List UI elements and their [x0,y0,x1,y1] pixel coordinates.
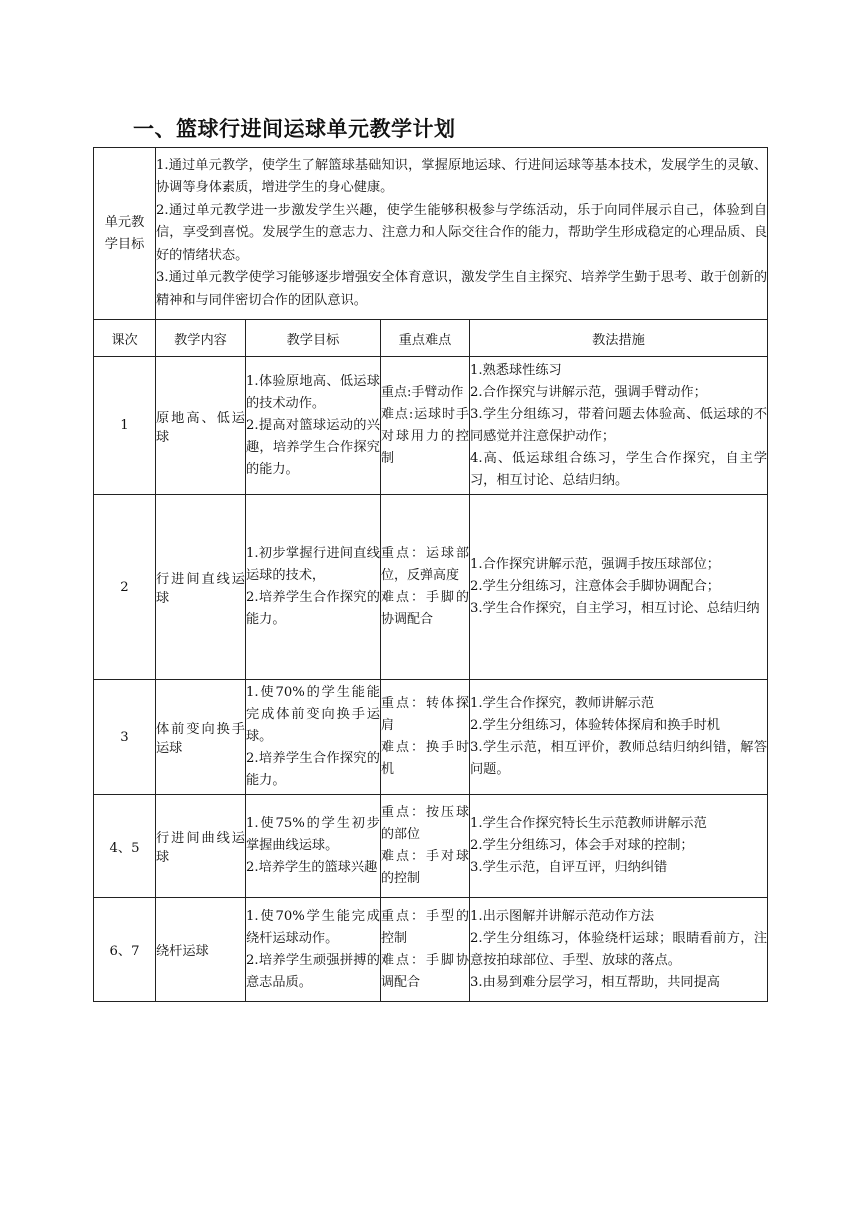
unit-goal-label-cell [94,148,156,320]
unit-goal-item: 2.通过单元教学进一步激发学生兴趣，使学生能够积极参与学练活动，乐于向同伴展示自己，体验到自信，享受到喜悦。发展学生的意志力、注意力和人际交往合作的能力，帮助学生形成稳定的心理品质、良好的情绪状态。 [156,202,768,263]
lesson-content: 行进间直线运球 [156,495,246,680]
key-point: 重点：运球部位，反弹高度 [381,546,469,583]
lesson-methods [470,795,768,898]
method-item: 3.学生示范，相互评价，教师总结归纳纠错，解答问题。 [470,740,768,777]
lesson-content: 原地高、低运球 [156,357,246,495]
table-row [94,898,768,1002]
method-item: 2.合作探究与讲解示范，强调手臂动作； [470,384,707,400]
page-title: 一、篮球行进间运球单元教学计划 [133,117,456,141]
lesson-key-points [381,357,470,495]
lesson-key-points [381,495,470,680]
lesson-methods [470,680,768,795]
unit-goal-text-cell [156,148,768,320]
lesson-content: 体前变向换手运球 [156,680,246,795]
table-row [94,680,768,795]
goal-item: 2.培养学生合作探究的能力。 [246,590,380,627]
difficulty-point: 难点:运球时手对球用力的控制 [381,406,469,466]
key-point: 重点:手臂动作 [381,384,464,400]
table-row [94,795,768,898]
method-item: 2.学生分组练习，体会手对球的控制； [470,838,694,853]
goal-item: 2.培养学生顽强拼搏的意志品质。 [246,952,380,990]
lesson-number: 2 [94,495,156,680]
difficulty-point: 难点：手脚的协调配合 [381,590,469,627]
method-item: 4.高、低运球组合练习，学生合作探究，自主学习，相互讨论、总结归纳。 [470,450,768,488]
method-item: 3.由易到难分层学习，相互帮助，共同提高 [470,974,720,990]
lesson-goals [246,898,381,1002]
difficulty-point: 难点：手脚协调配合 [381,952,469,990]
unit-goal-label: 单元教学目标 [104,214,145,252]
unit-plan-table [93,147,768,1002]
method-item: 1.出示图解并讲解示范动作方法 [470,908,655,924]
key-point: 重点：转体探肩 [381,696,469,733]
lesson-goals [246,680,381,795]
method-item: 2.学生分组练习，体验转体探肩和换手时机 [470,718,720,733]
lesson-methods [470,898,768,1002]
method-item: 3.学生示范，自评互评，归纳纠错 [470,860,668,875]
method-item: 1.合作探究讲解示范，强调手按压球部位； [470,557,720,572]
table-header-row [94,320,768,357]
goal-item: 1.体验原地高、低运球的技术动作。 [246,373,380,411]
unit-goal-row [94,148,768,320]
key-point: 重点：按压球的部位 [381,805,469,842]
lesson-number: 1 [94,357,156,495]
method-item: 1.学生合作探究，教师讲解示范 [470,696,655,711]
lesson-goals [246,795,381,898]
goal-item: 1.使75%的学生初步掌握曲线运球。 [246,816,380,853]
column-header: 教学目标 [246,320,381,357]
key-point: 重点：手型的控制 [381,908,469,946]
lesson-content: 行进间曲线运球 [156,795,246,898]
method-item: 1.熟悉球性练习 [470,362,562,378]
method-item: 3.学生分组练习，带着问题去体验高、低运球的不同感觉并注意保护动作； [470,406,768,444]
lesson-goals [246,357,381,495]
lesson-number: 6、7 [94,898,156,1002]
goal-item: 1.初步掌握行进间直线运球的技术， [246,546,380,583]
lesson-methods [470,357,768,495]
unit-goal-item: 3.通过单元教学使学习能够逐步增强安全体育意识，激发学生自主探究、培养学生勤于思考、敢于创新的精神和与同伴密切合作的团队意识。 [156,270,768,308]
lesson-key-points [381,795,470,898]
column-header: 课次 [94,320,156,357]
goal-item: 2.提高对篮球运动的兴趣，培养学生合作探究的能力。 [246,417,380,477]
column-header: 教法措施 [470,320,768,357]
goal-item: 1.使70%的学生能能完成体前变向换手运球。 [246,685,380,744]
lesson-key-points [381,680,470,795]
lesson-content: 绕杆运球 [156,898,246,1002]
lesson-goals [246,495,381,680]
table-row [94,357,768,495]
lesson-number: 3 [94,680,156,795]
column-header: 教学内容 [156,320,246,357]
lesson-key-points [381,898,470,1002]
goal-item: 2.培养学生的篮球兴趣 [246,860,378,875]
column-header: 重点难点 [381,320,470,357]
unit-goal-item: 1.通过单元教学，使学生了解篮球基础知识，掌握原地运球、行进间运球等基本技术，发展学生的灵敏、协调等身体素质，增进学生的身心健康。 [156,157,768,196]
difficulty-point: 难点：换手时机 [381,740,469,777]
method-item: 2.学生分组练习，体验绕杆运球；眼睛看前方，注意按拍球部位、手型、放球的落点。 [470,930,768,968]
method-item: 1.学生合作探究特长生示范教师讲解示范 [470,816,707,831]
method-item: 3.学生合作探究，自主学习，相互讨论、总结归纳 [470,601,760,616]
table-row [94,495,768,680]
goal-item: 2.培养学生合作探究的能力。 [246,751,380,788]
difficulty-point: 难点：手对球的控制 [381,849,469,886]
lesson-methods [470,495,768,680]
goal-item: 1.使70%学生能完成绕杆运球动作。 [246,908,380,946]
method-item: 2.学生分组练习，注意体会手脚协调配合； [470,579,720,594]
lesson-number: 4、5 [94,795,156,898]
